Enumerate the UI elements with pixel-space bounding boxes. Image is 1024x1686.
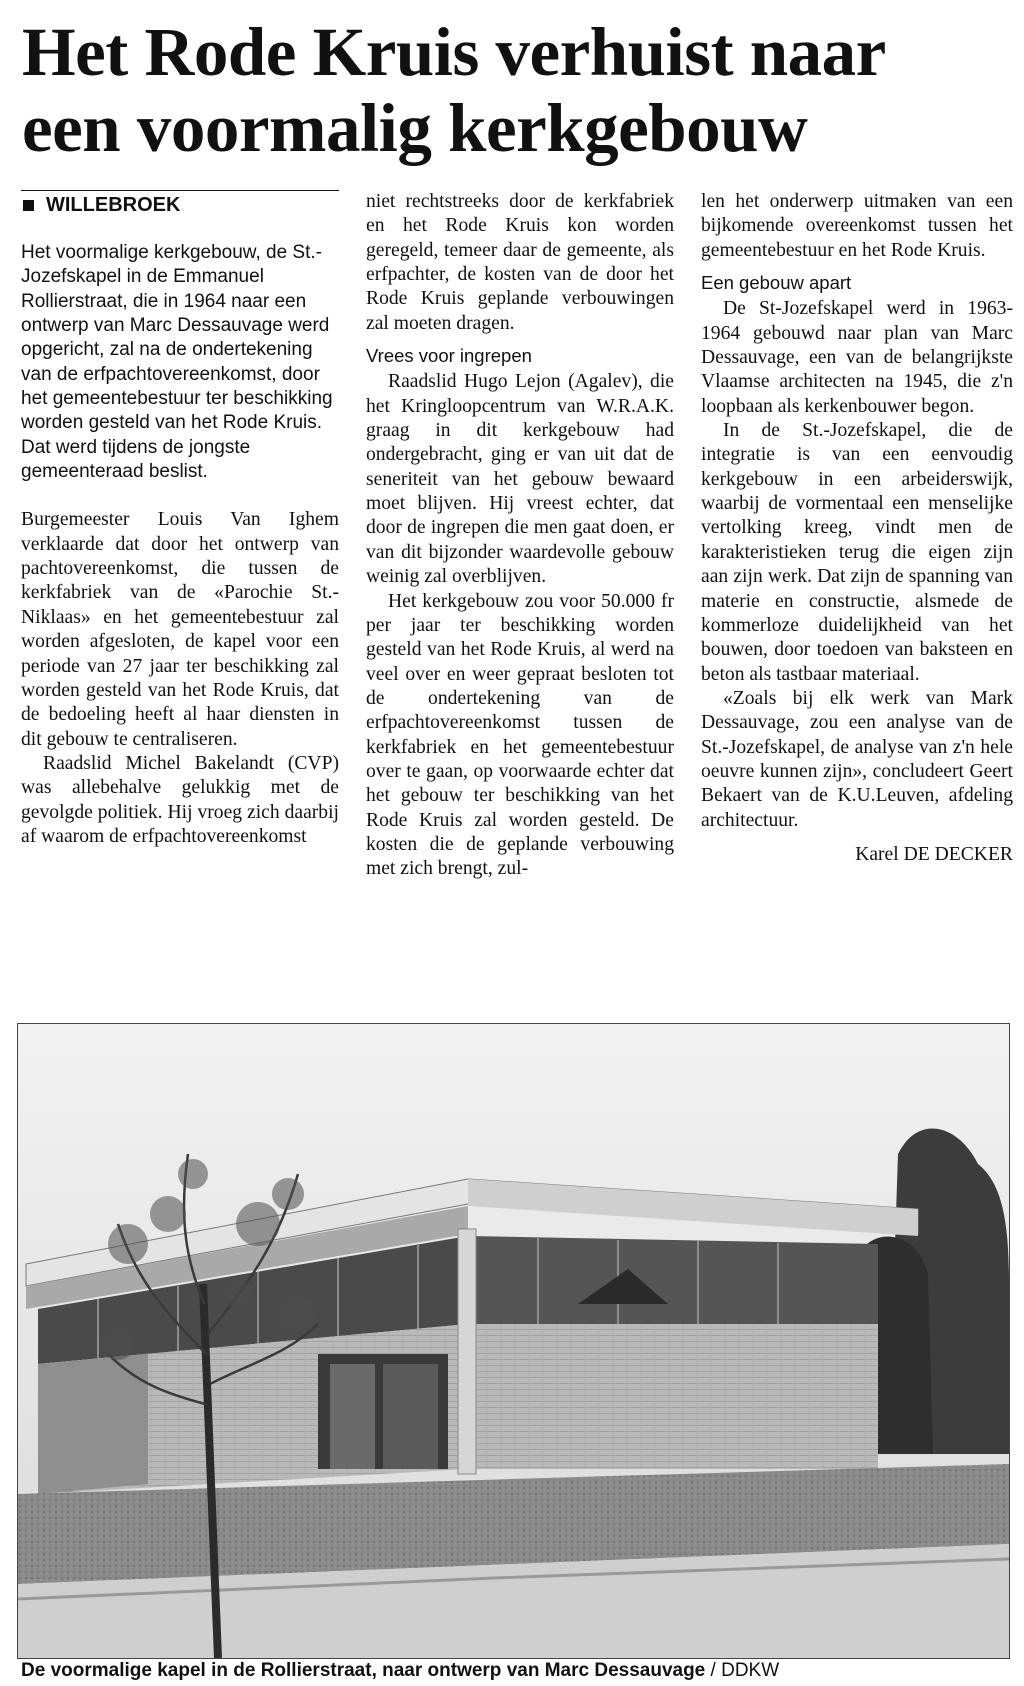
body-paragraph: Raadslid Michel Bakelandt (CVP) was allebehalve gelukkig met de gevolgde politiek. Hij vroeg zich daarbij af waarom de erfpachtovereenkomst [21,752,339,847]
caption-text: De voormalige kapel in de Rollierstraat, naar ontwerp van Marc Dessauvage [21,1660,706,1681]
body-paragraph: niet rechtstreeks door de kerkfabriek en het Rode Kruis kon worden geregeld, temeer daar de gemeente, als erfpachter, de kosten van de door het Rode Kruis geplande verbouwingen zal moeten dragen. [366,191,674,334]
byline: Karel DE DECKER [855,843,1013,865]
square-bullet-icon [23,200,34,211]
chapel-building-illustration [18,1024,1009,1658]
building-photo [17,1023,1010,1659]
body-paragraph: In de St.-Jozefskapel, die de integratie is van een eenvoudig kerkgebouw in een arbeiderswijk, waarbij de vormentaal een menselijke vertolking kreeg, vindt men de karakteristieken terug die eigen zijn aan zijn werk. Dat zijn de spanning van materie en constructie, alsmede de kommerloze duidelijkheid van het bouwen, door toedoen van baksteen en beton als tastbaar materiaal. [701,420,1013,685]
article-column-3 [701,190,1013,867]
body-paragraph: De St-Jozefskapel werd in 1963-1964 gebouwd naar plan van Marc Dessauvage, een van de belangrijkste Vlaamse architecten na 1945, die z'n loopbaan als kerkenbouwer begon. [701,298,1013,417]
subheading: Een gebouw apart [701,272,852,294]
article-column-1 [21,190,339,849]
lead-paragraph: Het voormalige kerkgebouw, de St.-Jozefskapel in de Emmanuel Rollierstraat, die in 1964 naar een ontwerp van Marc Dessauvage werd opgericht, zal na de ondertekening van de erfpachtovereenkomst, door het gemeentebestuur ter beschikking worden gesteld van het Rode Kruis. Dat werd tijdens de jongste gemeenteraad beslist. [21,242,333,483]
body-paragraph: «Zoals bij elk werk van Mark Dessauvage, zou een analyse van de St.-Jozefskapel, de analyse van z'n hele oeuvre kunnen zijn», concludeert Geert Bekaert van de K.U.Leuven, afdeling architectuur. [701,687,1013,831]
headline [22,14,1012,166]
photo-caption [21,1659,1011,1683]
subheading: Vrees voor ingrepen [366,345,532,367]
photo-credit: / DDKW [705,1660,780,1681]
dateline [21,190,339,217]
body-paragraph: Het kerkgebouw zou voor 50.000 fr per jaar ter beschikking worden gesteld van het Rode Kruis, al werd na veel over en weer gepraat besloten tot de ondertekening van de erfpachtovereenkomst tussen de kerkfabriek en het gemeentebestuur over te gaan, op voorwaarde echter dat het gebouw ter beschikking van het Rode Kruis zal worden gesteld. De kosten die de geplande verbouwing met zich brengt, zul- [366,590,674,880]
headline-line-1: Het Rode Kruis verhuist naar [22,14,886,90]
headline-line-2: een voormalig kerkgebouw [22,90,808,166]
body-paragraph: Raadslid Hugo Lejon (Agalev), die het Kringloopcentrum van W.R.A.K. graag in dit kerkgebouw had ondergebracht, ging er van uit dat de seneriteit van het gebouw bewaard moet blijven. Hij vreest echter, dat door de ingrepen die men gaat doen, er van dit bijzonder waardevolle gebouw weinig zal overblijven. [366,371,674,588]
body-paragraph: len het onderwerp uitmaken van een bijkomende overeenkomst tussen het gemeentebestuur en het Rode Kruis. [701,191,1013,261]
dateline-text: WILLEBROEK [46,194,181,216]
body-paragraph: Burgemeester Louis Van Ighem verklaarde dat door het ontwerp van pachtovereenkomst, die tussen de kerkfabriek van de «Parochie St.-Niklaas» en het gemeentebestuur zal worden afgesloten, de kapel voor een periode van 27 jaar ter beschikking zal worden gesteld van het Rode Kruis, dat de bedoeling heeft al haar diensten in dit gebouw te centraliseren. [21,509,339,750]
article-column-2 [366,190,674,882]
